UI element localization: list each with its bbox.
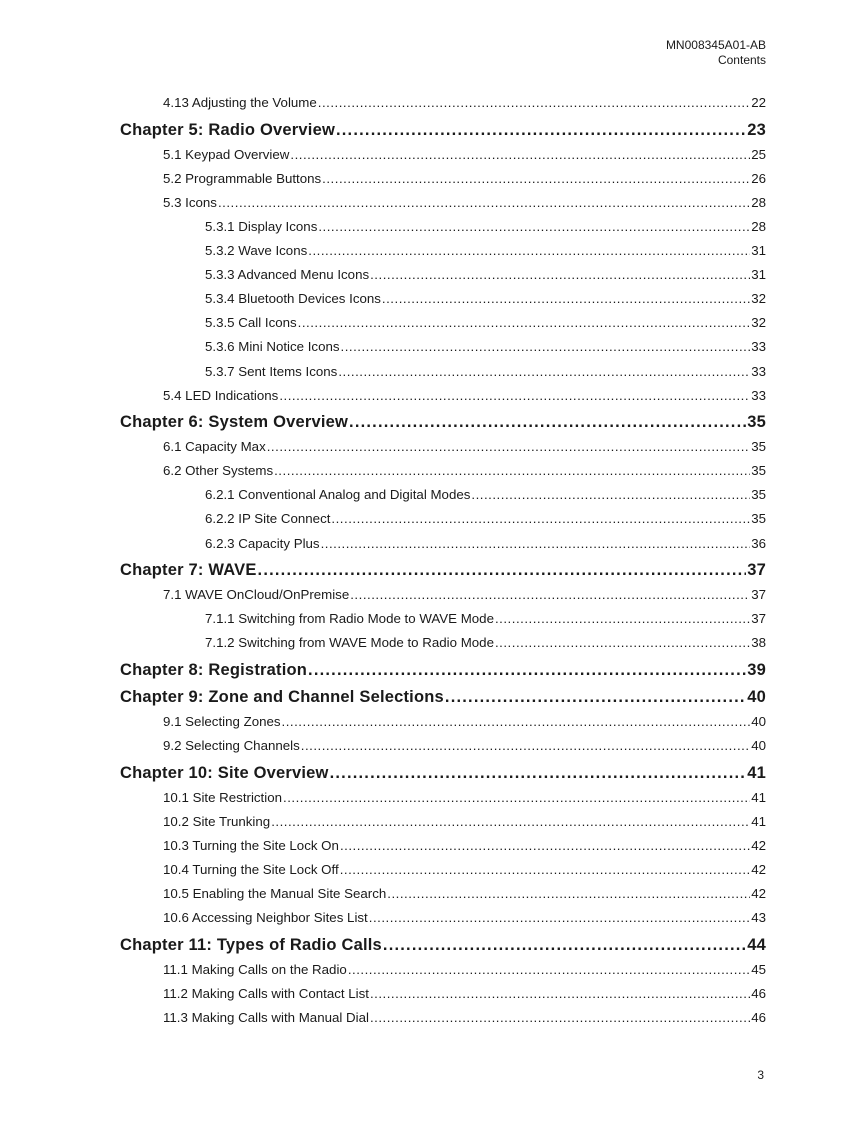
toc-entry-page: 31 xyxy=(751,267,766,282)
toc-entry-page: 44 xyxy=(747,936,766,954)
toc-chapter-entry[interactable] xyxy=(120,561,766,580)
toc-entry-title: 7.1.2 Switching from WAVE Mode to Radio Mode xyxy=(205,635,494,650)
toc-entry[interactable] xyxy=(163,986,766,1001)
toc-entry[interactable] xyxy=(205,364,766,379)
toc-entry-title: 10.3 Turning the Site Lock On xyxy=(163,838,339,853)
toc-entry-title: Chapter 8: Registration xyxy=(120,661,308,679)
toc-entry-page: 37 xyxy=(747,561,766,579)
toc-entry-page: 42 xyxy=(751,886,766,901)
toc-entry-page: 37 xyxy=(751,611,766,626)
dot-leader xyxy=(330,764,747,783)
toc-entry-page: 35 xyxy=(751,439,766,454)
toc-entry-page: 46 xyxy=(751,986,766,1001)
toc-entry[interactable] xyxy=(205,339,766,354)
dot-leader xyxy=(322,171,750,186)
dot-leader xyxy=(350,587,750,602)
dot-leader xyxy=(370,267,750,282)
toc-entry-title: 10.6 Accessing Neighbor Sites List xyxy=(163,910,368,925)
toc-entry[interactable] xyxy=(163,714,766,729)
toc-chapter-entry[interactable] xyxy=(120,661,766,680)
page-number: 3 xyxy=(757,1068,764,1082)
toc-entry-page: 40 xyxy=(751,738,766,753)
toc-entry-page: 22 xyxy=(751,95,766,110)
dot-leader xyxy=(340,838,750,853)
toc-entry[interactable] xyxy=(163,171,766,186)
toc-entry-title: 11.3 Making Calls with Manual Dial xyxy=(163,1010,369,1025)
toc-entry-page: 42 xyxy=(751,862,766,877)
toc-entry-page: 26 xyxy=(751,171,766,186)
dot-leader xyxy=(279,388,750,403)
toc-entry[interactable] xyxy=(205,635,766,650)
dot-leader xyxy=(349,413,746,432)
toc-entry[interactable] xyxy=(205,219,766,234)
toc-entry[interactable] xyxy=(163,388,766,403)
toc-entry-page: 41 xyxy=(751,814,766,829)
document-id: MN008345A01-AB xyxy=(665,38,766,52)
dot-leader xyxy=(495,635,750,650)
dot-leader xyxy=(382,291,750,306)
toc-entry-title: 9.1 Selecting Zones xyxy=(163,714,281,729)
toc-entry-title: 10.5 Enabling the Manual Site Search xyxy=(163,886,387,901)
toc-entry-title: Chapter 11: Types of Radio Calls xyxy=(120,936,382,954)
toc-entry-title: 5.3.5 Call Icons xyxy=(205,315,297,330)
toc-entry[interactable] xyxy=(163,195,766,210)
dot-leader xyxy=(258,561,747,580)
dot-leader xyxy=(495,611,750,626)
toc-entry[interactable] xyxy=(205,243,766,258)
toc-entry-page: 35 xyxy=(751,463,766,478)
toc-entry-page: 39 xyxy=(747,661,766,679)
dot-leader xyxy=(331,511,750,526)
toc-entry-title: 6.2.1 Conventional Analog and Digital Modes xyxy=(205,487,471,502)
toc-entry-title: 5.3 Icons xyxy=(163,195,217,210)
toc-entry-title: 7.1.1 Switching from Radio Mode to WAVE Mode xyxy=(205,611,494,626)
toc-entry[interactable] xyxy=(163,814,766,829)
toc-entry-title: Chapter 6: System Overview xyxy=(120,413,349,431)
toc-entry-page: 33 xyxy=(751,364,766,379)
dot-leader xyxy=(298,315,751,330)
toc-entry[interactable] xyxy=(163,886,766,901)
toc-entry-title: 9.2 Selecting Channels xyxy=(163,738,300,753)
toc-entry-title: Chapter 7: WAVE xyxy=(120,561,257,579)
toc-chapter-entry[interactable] xyxy=(120,688,766,707)
toc-entry-page: 40 xyxy=(751,714,766,729)
toc-entry-page: 42 xyxy=(751,838,766,853)
dot-leader xyxy=(290,147,750,162)
toc-entry[interactable] xyxy=(163,587,766,602)
toc-entry-title: 11.1 Making Calls on the Radio xyxy=(163,962,347,977)
toc-entry[interactable] xyxy=(163,838,766,853)
toc-entry-page: 46 xyxy=(751,1010,766,1025)
toc-entry-title: 4.13 Adjusting the Volume xyxy=(163,95,317,110)
toc-entry[interactable] xyxy=(163,439,766,454)
toc-entry-title: 5.3.6 Mini Notice Icons xyxy=(205,339,340,354)
dot-leader xyxy=(340,862,751,877)
toc-entry-page: 41 xyxy=(751,790,766,805)
toc-entry-title: 7.1 WAVE OnCloud/OnPremise xyxy=(163,587,350,602)
toc-entry-title: 5.3.2 Wave Icons xyxy=(205,243,308,258)
dot-leader xyxy=(387,886,750,901)
dot-leader xyxy=(338,364,750,379)
toc-entry-title: 10.1 Site Restriction xyxy=(163,790,282,805)
toc-entry-page: 32 xyxy=(751,291,766,306)
toc-entry-page: 40 xyxy=(747,688,766,706)
dot-leader xyxy=(283,790,750,805)
dot-leader xyxy=(308,243,750,258)
dot-leader xyxy=(271,814,750,829)
toc-entry[interactable] xyxy=(205,291,766,306)
dot-leader xyxy=(218,195,750,210)
toc-chapter-entry[interactable] xyxy=(120,121,766,140)
dot-leader xyxy=(274,463,750,478)
toc-entry[interactable] xyxy=(205,315,766,330)
toc-entry[interactable] xyxy=(205,511,766,526)
toc-entry-page: 28 xyxy=(751,195,766,210)
toc-entry-page: 35 xyxy=(747,413,766,431)
toc-entry-page: 45 xyxy=(751,962,766,977)
dot-leader xyxy=(282,714,751,729)
dot-leader xyxy=(336,121,746,140)
dot-leader xyxy=(318,95,750,110)
toc-entry-title: 6.2.2 IP Site Connect xyxy=(205,511,331,526)
toc-entry-page: 33 xyxy=(751,339,766,354)
dot-leader xyxy=(301,738,750,753)
toc-entry-title: 5.2 Programmable Buttons xyxy=(163,171,322,186)
section-title: Contents xyxy=(717,53,766,67)
dot-leader xyxy=(348,962,750,977)
toc-chapter-entry[interactable] xyxy=(120,764,766,783)
dot-leader xyxy=(370,986,750,1001)
toc-entry-title: 10.4 Turning the Site Lock Off xyxy=(163,862,339,877)
toc-entry-title: 5.1 Keypad Overview xyxy=(163,147,290,162)
dot-leader xyxy=(308,661,746,680)
toc-entry-page: 36 xyxy=(751,536,766,551)
dot-leader xyxy=(471,487,750,502)
toc-entry-title: 5.3.7 Sent Items Icons xyxy=(205,364,338,379)
toc-entry-title: 5.3.3 Advanced Menu Icons xyxy=(205,267,370,282)
toc-entry[interactable] xyxy=(163,463,766,478)
toc-entry-title: 5.3.1 Display Icons xyxy=(205,219,318,234)
toc-entry-title: 11.2 Making Calls with Contact List xyxy=(163,986,369,1001)
toc-entry-title: 10.2 Site Trunking xyxy=(163,814,271,829)
toc-entry-title: 6.1 Capacity Max xyxy=(163,439,266,454)
toc-entry[interactable] xyxy=(205,611,766,626)
dot-leader xyxy=(383,936,746,955)
toc-entry[interactable] xyxy=(163,147,766,162)
toc-entry-title: 5.3.4 Bluetooth Devices Icons xyxy=(205,291,381,306)
toc-entry[interactable] xyxy=(205,487,766,502)
toc-entry-page: 35 xyxy=(751,511,766,526)
page-header xyxy=(666,38,766,68)
toc-entry[interactable] xyxy=(163,95,766,110)
toc-chapter-entry[interactable] xyxy=(120,413,766,432)
toc-entry-page: 41 xyxy=(747,764,766,782)
toc-entry-page: 31 xyxy=(751,243,766,258)
toc-entry-title: 6.2 Other Systems xyxy=(163,463,274,478)
toc-entry-page: 37 xyxy=(751,587,766,602)
toc-entry[interactable] xyxy=(163,738,766,753)
dot-leader xyxy=(341,339,751,354)
toc-entry[interactable] xyxy=(163,910,766,925)
toc-entry-title: 5.4 LED Indications xyxy=(163,388,279,403)
toc-entry-title: 6.2.3 Capacity Plus xyxy=(205,536,320,551)
toc-entry-page: 25 xyxy=(751,147,766,162)
toc-entry-title: Chapter 5: Radio Overview xyxy=(120,121,335,139)
toc-entry[interactable] xyxy=(205,536,766,551)
toc-entry-page: 32 xyxy=(751,315,766,330)
toc-entry[interactable] xyxy=(163,862,766,877)
toc-entry-title: Chapter 10: Site Overview xyxy=(120,764,329,782)
toc-entry-page: 38 xyxy=(751,635,766,650)
toc-chapter-entry[interactable] xyxy=(120,936,766,955)
toc-entry[interactable] xyxy=(163,962,766,977)
dot-leader xyxy=(369,910,750,925)
dot-leader xyxy=(267,439,750,454)
dot-leader xyxy=(321,536,751,551)
dot-leader xyxy=(445,688,746,707)
dot-leader xyxy=(318,219,750,234)
toc-entry-page: 23 xyxy=(747,121,766,139)
toc-entry-page: 35 xyxy=(751,487,766,502)
toc-entry[interactable] xyxy=(163,1010,766,1025)
dot-leader xyxy=(370,1010,750,1025)
toc-entry-title: Chapter 9: Zone and Channel Selections xyxy=(120,688,444,706)
toc-entry-page: 28 xyxy=(751,219,766,234)
toc-entry-page: 43 xyxy=(751,910,766,925)
toc-entry[interactable] xyxy=(163,790,766,805)
toc-entry-page: 33 xyxy=(751,388,766,403)
toc-entry[interactable] xyxy=(205,267,766,282)
